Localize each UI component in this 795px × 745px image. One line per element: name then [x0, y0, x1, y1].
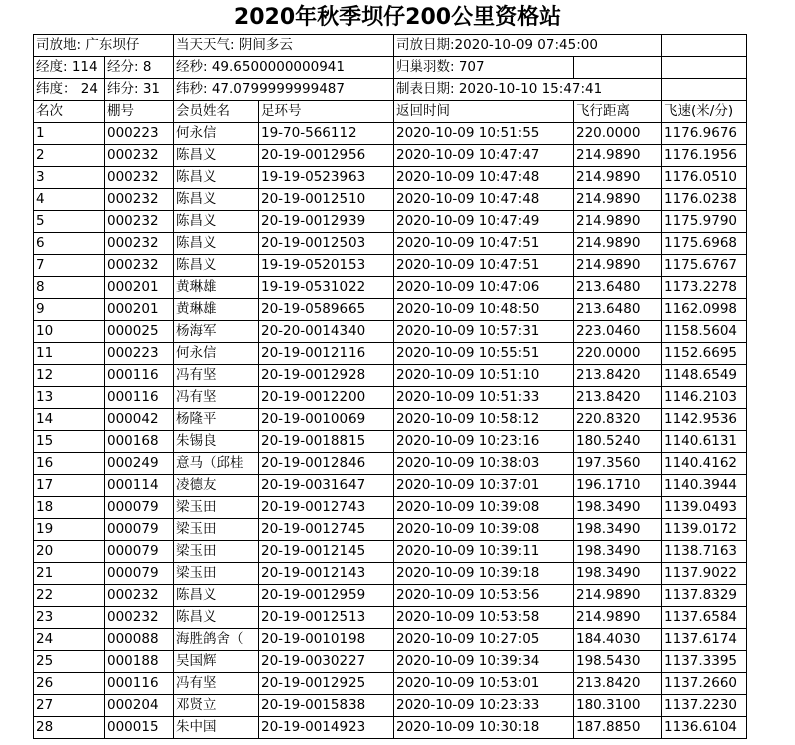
- speed-cell: 1158.5604: [662, 321, 747, 343]
- speed-cell: 1137.3395: [662, 651, 747, 673]
- loft-cell: 000042: [105, 409, 174, 431]
- table-row: [34, 277, 747, 299]
- speed-cell: 1136.6104: [662, 717, 747, 739]
- distance-cell: 213.8420: [574, 387, 662, 409]
- speed-cell: 1137.2660: [662, 673, 747, 695]
- return-time-cell: 2020-10-09 10:37:01: [394, 475, 574, 497]
- loft-cell: 000249: [105, 453, 174, 475]
- ring-cell: 20-19-0012928: [259, 365, 394, 387]
- empty-cell: [662, 79, 747, 101]
- table-row: [34, 717, 747, 739]
- member-cell: 梁玉田: [174, 519, 259, 541]
- rank-cell: 16: [34, 453, 105, 475]
- empty-cell: [662, 57, 747, 79]
- member-cell: 冯有坚: [174, 365, 259, 387]
- rank-cell: 28: [34, 717, 105, 739]
- member-cell: 何永信: [174, 343, 259, 365]
- member-cell: 何永信: [174, 123, 259, 145]
- ring-cell: 20-19-0589665: [259, 299, 394, 321]
- table-row: [34, 145, 747, 167]
- table-row: [34, 255, 747, 277]
- return-time-cell: 2020-10-09 10:39:08: [394, 497, 574, 519]
- loft-cell: 000201: [105, 277, 174, 299]
- table-row: [34, 541, 747, 563]
- member-cell: 杨隆平: [174, 409, 259, 431]
- ring-cell: 20-19-0012959: [259, 585, 394, 607]
- distance-cell: 213.8420: [574, 365, 662, 387]
- results-table: [33, 34, 747, 739]
- rank-cell: 10: [34, 321, 105, 343]
- speed-cell: 1175.6767: [662, 255, 747, 277]
- distance-cell: 213.6480: [574, 277, 662, 299]
- distance-cell: 223.0460: [574, 321, 662, 343]
- loft-cell: 000223: [105, 123, 174, 145]
- loft-cell: 000232: [105, 233, 174, 255]
- rank-cell: 6: [34, 233, 105, 255]
- distance-cell: 180.5240: [574, 431, 662, 453]
- distance-cell: 213.8420: [574, 673, 662, 695]
- rank-cell: 18: [34, 497, 105, 519]
- return-time-cell: 2020-10-09 10:47:48: [394, 189, 574, 211]
- rank-cell: 3: [34, 167, 105, 189]
- member-cell: 杨海军: [174, 321, 259, 343]
- ring-cell: 20-19-0012145: [259, 541, 394, 563]
- return-time-cell: 2020-10-09 10:53:58: [394, 607, 574, 629]
- loft-cell: 000232: [105, 607, 174, 629]
- distance-cell: 214.9890: [574, 255, 662, 277]
- loft-cell: 000232: [105, 255, 174, 277]
- ring-cell: 20-19-0012846: [259, 453, 394, 475]
- empty-cell: [662, 35, 747, 57]
- distance-cell: 214.9890: [574, 607, 662, 629]
- distance-cell: 198.3490: [574, 519, 662, 541]
- release-date: 司放日期:2020-10-09 07:45:00: [394, 35, 662, 57]
- speed-cell: 1142.9536: [662, 409, 747, 431]
- table-row: [34, 629, 747, 651]
- ring-cell: 20-19-0030227: [259, 651, 394, 673]
- rank-cell: 20: [34, 541, 105, 563]
- loft-cell: 000232: [105, 211, 174, 233]
- distance-cell: 196.1710: [574, 475, 662, 497]
- ring-cell: 19-70-566112: [259, 123, 394, 145]
- loft-cell: 000079: [105, 519, 174, 541]
- ring-cell: 20-19-0010198: [259, 629, 394, 651]
- loft-cell: 000025: [105, 321, 174, 343]
- speed-cell: 1176.9676: [662, 123, 747, 145]
- speed-cell: 1176.0510: [662, 167, 747, 189]
- rank-cell: 13: [34, 387, 105, 409]
- return-time-cell: 2020-10-09 10:47:49: [394, 211, 574, 233]
- latitude-seconds: 纬秒: 47.0799999999487: [174, 79, 394, 101]
- table-row: [34, 211, 747, 233]
- table-row: [34, 651, 747, 673]
- rank-cell: 27: [34, 695, 105, 717]
- release-place: 司放地: 广东坝仔: [34, 35, 174, 57]
- rank-cell: 22: [34, 585, 105, 607]
- ring-cell: 20-19-0012503: [259, 233, 394, 255]
- weather: 当天天气: 阴间多云: [174, 35, 394, 57]
- loft-cell: 000168: [105, 431, 174, 453]
- member-cell: 陈昌义: [174, 189, 259, 211]
- column-header-distance: 飞行距离: [574, 101, 662, 123]
- column-header-speed: 飞速(米/分): [662, 101, 747, 123]
- ring-cell: 20-19-0012510: [259, 189, 394, 211]
- ring-cell: 20-19-0012745: [259, 519, 394, 541]
- member-cell: 陈昌义: [174, 607, 259, 629]
- loft-cell: 000079: [105, 541, 174, 563]
- latitude-minutes: 纬分: 31: [105, 79, 174, 101]
- table-row: [34, 167, 747, 189]
- rank-cell: 12: [34, 365, 105, 387]
- return-time-cell: 2020-10-09 10:23:33: [394, 695, 574, 717]
- longitude-seconds: 经秒: 49.6500000000941: [174, 57, 394, 79]
- distance-cell: 214.9890: [574, 211, 662, 233]
- table-row: [34, 475, 747, 497]
- table-row: [34, 453, 747, 475]
- column-header-rank: 名次: [34, 101, 105, 123]
- ring-cell: 20-19-0010069: [259, 409, 394, 431]
- speed-cell: 1175.6968: [662, 233, 747, 255]
- member-cell: 冯有坚: [174, 387, 259, 409]
- rank-cell: 5: [34, 211, 105, 233]
- table-row: [34, 387, 747, 409]
- return-time-cell: 2020-10-09 10:47:51: [394, 255, 574, 277]
- speed-cell: 1137.6174: [662, 629, 747, 651]
- distance-cell: 198.5430: [574, 651, 662, 673]
- return-time-cell: 2020-10-09 10:53:01: [394, 673, 574, 695]
- return-time-cell: 2020-10-09 10:39:08: [394, 519, 574, 541]
- ring-cell: 20-19-0018815: [259, 431, 394, 453]
- loft-cell: 000188: [105, 651, 174, 673]
- speed-cell: 1146.2103: [662, 387, 747, 409]
- table-row: [34, 409, 747, 431]
- speed-cell: 1139.0493: [662, 497, 747, 519]
- ring-cell: 20-19-0015838: [259, 695, 394, 717]
- return-time-cell: 2020-10-09 10:38:03: [394, 453, 574, 475]
- distance-cell: 213.6480: [574, 299, 662, 321]
- column-header-loft: 棚号: [105, 101, 174, 123]
- return-time-cell: 2020-10-09 10:51:10: [394, 365, 574, 387]
- table-row: [34, 321, 747, 343]
- table-row: [34, 585, 747, 607]
- loft-cell: 000116: [105, 365, 174, 387]
- ring-cell: 20-19-0012925: [259, 673, 394, 695]
- return-count: 归巢羽数: 707: [394, 57, 574, 79]
- return-time-cell: 2020-10-09 10:57:31: [394, 321, 574, 343]
- member-cell: 陈昌义: [174, 255, 259, 277]
- ring-cell: 20-19-0014923: [259, 717, 394, 739]
- longitude-minutes: 经分: 8: [105, 57, 174, 79]
- distance-cell: 198.3490: [574, 541, 662, 563]
- speed-cell: 1140.3944: [662, 475, 747, 497]
- return-time-cell: 2020-10-09 10:39:11: [394, 541, 574, 563]
- rank-cell: 17: [34, 475, 105, 497]
- loft-cell: 000232: [105, 585, 174, 607]
- rank-cell: 7: [34, 255, 105, 277]
- ring-cell: 20-19-0012513: [259, 607, 394, 629]
- speed-cell: 1137.6584: [662, 607, 747, 629]
- table-row: [34, 233, 747, 255]
- distance-cell: 184.4030: [574, 629, 662, 651]
- speed-cell: 1148.6549: [662, 365, 747, 387]
- table-row: [34, 497, 747, 519]
- member-cell: 黄琳雄: [174, 299, 259, 321]
- member-cell: 陈昌义: [174, 233, 259, 255]
- distance-cell: 197.3560: [574, 453, 662, 475]
- loft-cell: 000088: [105, 629, 174, 651]
- ring-cell: 20-19-0012743: [259, 497, 394, 519]
- table-row: [34, 189, 747, 211]
- column-header-member: 会员姓名: [174, 101, 259, 123]
- return-time-cell: 2020-10-09 10:27:05: [394, 629, 574, 651]
- member-cell: 梁玉田: [174, 497, 259, 519]
- return-time-cell: 2020-10-09 10:51:55: [394, 123, 574, 145]
- loft-cell: 000116: [105, 387, 174, 409]
- member-cell: 吴国辉: [174, 651, 259, 673]
- ring-cell: 19-19-0520153: [259, 255, 394, 277]
- ring-cell: 20-19-0012939: [259, 211, 394, 233]
- speed-cell: 1140.6131: [662, 431, 747, 453]
- loft-cell: 000114: [105, 475, 174, 497]
- ring-cell: 20-19-0012143: [259, 563, 394, 585]
- distance-cell: 198.3490: [574, 563, 662, 585]
- distance-cell: 198.3490: [574, 497, 662, 519]
- speed-cell: 1137.8329: [662, 585, 747, 607]
- member-cell: 陈昌义: [174, 211, 259, 233]
- member-cell: 梁玉田: [174, 541, 259, 563]
- column-header-return-time: 返回时间: [394, 101, 574, 123]
- loft-cell: 000079: [105, 497, 174, 519]
- speed-cell: 1137.9022: [662, 563, 747, 585]
- table-row: [34, 673, 747, 695]
- speed-cell: 1176.0238: [662, 189, 747, 211]
- ring-cell: 19-19-0531022: [259, 277, 394, 299]
- empty-cell: [574, 57, 662, 79]
- distance-cell: 180.3100: [574, 695, 662, 717]
- table-row: [34, 431, 747, 453]
- table-row: [34, 343, 747, 365]
- member-cell: 海胜鸽舍（: [174, 629, 259, 651]
- rank-cell: 2: [34, 145, 105, 167]
- ring-cell: 20-19-0012116: [259, 343, 394, 365]
- member-cell: 冯有坚: [174, 673, 259, 695]
- distance-cell: 220.8320: [574, 409, 662, 431]
- member-cell: 朱锡良: [174, 431, 259, 453]
- rank-cell: 9: [34, 299, 105, 321]
- report-date: 制表日期: 2020-10-10 15:47:41: [394, 79, 662, 101]
- table-row: [34, 695, 747, 717]
- rank-cell: 14: [34, 409, 105, 431]
- distance-cell: 220.0000: [574, 343, 662, 365]
- page-title: 2020年秋季坝仔200公里资格站: [233, 5, 562, 30]
- rank-cell: 19: [34, 519, 105, 541]
- rank-cell: 15: [34, 431, 105, 453]
- distance-cell: 214.9890: [574, 585, 662, 607]
- member-cell: 陈昌义: [174, 585, 259, 607]
- table-row: [34, 563, 747, 585]
- distance-cell: 214.9890: [574, 233, 662, 255]
- return-time-cell: 2020-10-09 10:39:18: [394, 563, 574, 585]
- speed-cell: 1137.2230: [662, 695, 747, 717]
- loft-cell: 000204: [105, 695, 174, 717]
- info-row-2: [34, 57, 747, 79]
- loft-cell: 000223: [105, 343, 174, 365]
- return-time-cell: 2020-10-09 10:47:47: [394, 145, 574, 167]
- table-row: [34, 299, 747, 321]
- distance-cell: 214.9890: [574, 145, 662, 167]
- rank-cell: 24: [34, 629, 105, 651]
- loft-cell: 000232: [105, 167, 174, 189]
- return-time-cell: 2020-10-09 10:39:34: [394, 651, 574, 673]
- speed-cell: 1139.0172: [662, 519, 747, 541]
- ring-cell: 20-19-0012956: [259, 145, 394, 167]
- rank-cell: 8: [34, 277, 105, 299]
- table-row: [34, 519, 747, 541]
- member-cell: 陈昌义: [174, 167, 259, 189]
- speed-cell: 1173.2278: [662, 277, 747, 299]
- loft-cell: 000015: [105, 717, 174, 739]
- rank-cell: 23: [34, 607, 105, 629]
- return-time-cell: 2020-10-09 10:30:18: [394, 717, 574, 739]
- rank-cell: 26: [34, 673, 105, 695]
- speed-cell: 1162.0998: [662, 299, 747, 321]
- rank-cell: 11: [34, 343, 105, 365]
- member-cell: 邓贤立: [174, 695, 259, 717]
- return-time-cell: 2020-10-09 10:51:33: [394, 387, 574, 409]
- loft-cell: 000079: [105, 563, 174, 585]
- loft-cell: 000116: [105, 673, 174, 695]
- distance-cell: 214.9890: [574, 167, 662, 189]
- rank-cell: 4: [34, 189, 105, 211]
- info-row-1: [34, 35, 747, 57]
- speed-cell: 1138.7163: [662, 541, 747, 563]
- speed-cell: 1140.4162: [662, 453, 747, 475]
- rank-cell: 21: [34, 563, 105, 585]
- loft-cell: 000232: [105, 145, 174, 167]
- member-cell: 朱中国: [174, 717, 259, 739]
- ring-cell: 20-20-0014340: [259, 321, 394, 343]
- return-time-cell: 2020-10-09 10:58:12: [394, 409, 574, 431]
- member-cell: 意马（邱桂: [174, 453, 259, 475]
- distance-cell: 214.9890: [574, 189, 662, 211]
- loft-cell: 000201: [105, 299, 174, 321]
- ring-cell: 20-19-0031647: [259, 475, 394, 497]
- header-row: [34, 101, 747, 123]
- table-row: [34, 607, 747, 629]
- column-header-ring: 足环号: [259, 101, 394, 123]
- longitude: 经度: 114: [34, 57, 105, 79]
- latitude: 纬度： 24: [34, 79, 105, 101]
- return-time-cell: 2020-10-09 10:47:06: [394, 277, 574, 299]
- distance-cell: 220.0000: [574, 123, 662, 145]
- info-row-3: [34, 79, 747, 101]
- ring-cell: 20-19-0012200: [259, 387, 394, 409]
- ring-cell: 19-19-0523963: [259, 167, 394, 189]
- table-row: [34, 123, 747, 145]
- member-cell: 凌德友: [174, 475, 259, 497]
- return-time-cell: 2020-10-09 10:47:51: [394, 233, 574, 255]
- rank-cell: 25: [34, 651, 105, 673]
- speed-cell: 1176.1956: [662, 145, 747, 167]
- member-cell: 陈昌义: [174, 145, 259, 167]
- return-time-cell: 2020-10-09 10:53:56: [394, 585, 574, 607]
- loft-cell: 000232: [105, 189, 174, 211]
- return-time-cell: 2020-10-09 10:47:48: [394, 167, 574, 189]
- table-row: [34, 365, 747, 387]
- member-cell: 黄琳雄: [174, 277, 259, 299]
- distance-cell: 187.8850: [574, 717, 662, 739]
- return-time-cell: 2020-10-09 10:23:16: [394, 431, 574, 453]
- return-time-cell: 2020-10-09 10:48:50: [394, 299, 574, 321]
- member-cell: 梁玉田: [174, 563, 259, 585]
- speed-cell: 1175.9790: [662, 211, 747, 233]
- rank-cell: 1: [34, 123, 105, 145]
- speed-cell: 1152.6695: [662, 343, 747, 365]
- return-time-cell: 2020-10-09 10:55:51: [394, 343, 574, 365]
